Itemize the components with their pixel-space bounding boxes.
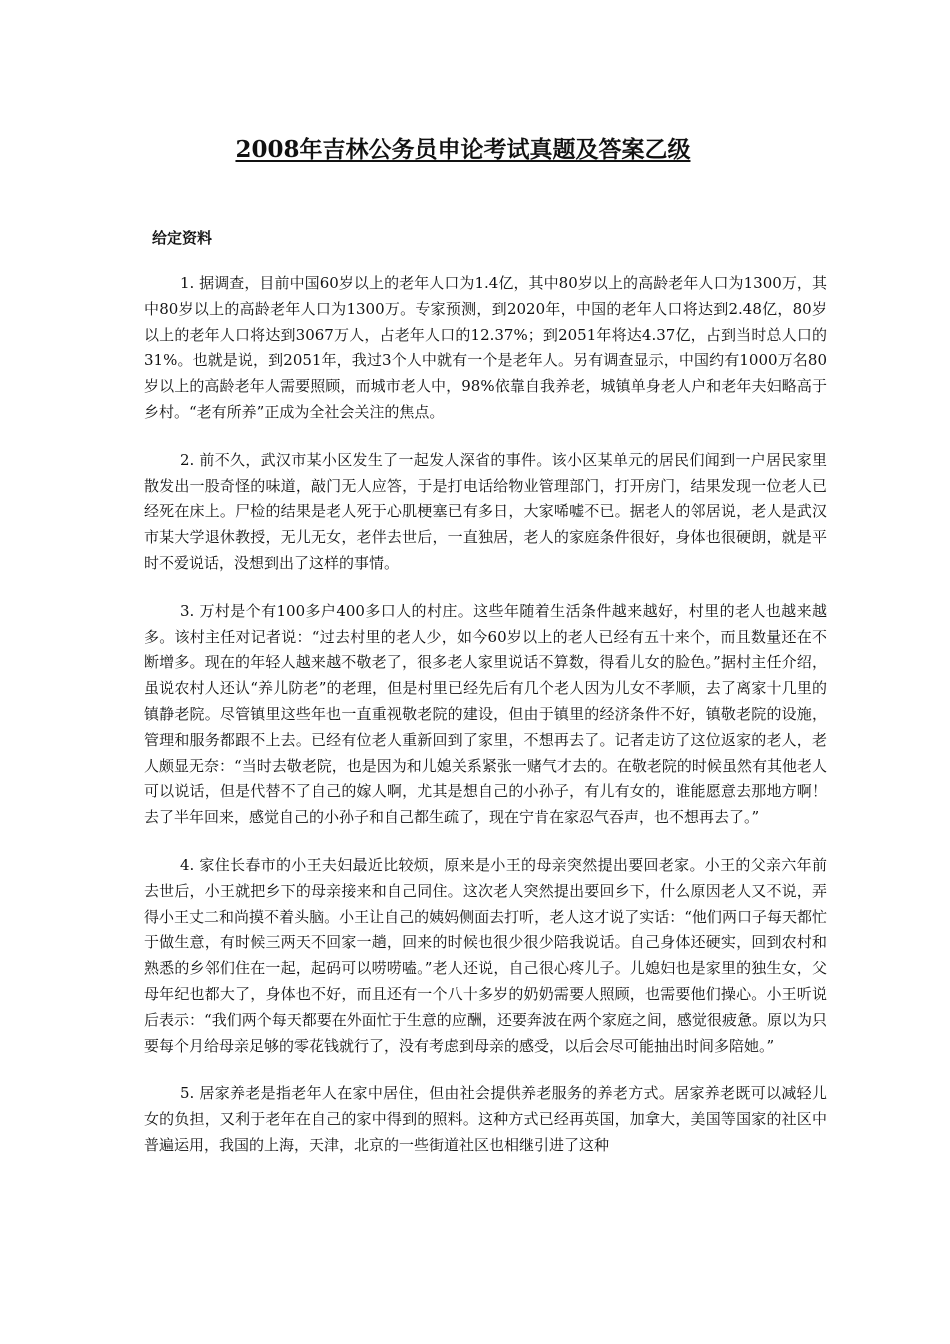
- section-label: 给定资料: [152, 229, 213, 247]
- paragraph-1: 1. 据调查，目前中国60岁以上的老年人口为1.4亿，其中80岁以上的高龄老年人口为1300万，其中80岁以上的高龄老年人口为1300万。专家预测，到2020年，中国的老年人口将达到2.48亿，80岁以上的老年人口将达到3067万人，占老年人口的12.37%；到2051年将达4.37亿，占到当时总人口的31%。也就是说，到2051年，我过3个人中就有一个是老年人。另有调查显示，中国约有1000万名80岁以上的高龄老年人需要照顾，而城市老人中，98%依靠自我养老，城镇单身老人户和老年夫妇略高于乡村。“老有所养”正成为全社会关注的焦点。: [144, 274, 827, 421]
- document-title-text: 2008年吉林公务员申论考试真题及答案乙级: [235, 136, 691, 163]
- paragraph-4: 4. 家住长春市的小王夫妇最近比较烦，原来是小王的母亲突然提出要回老家。小王的父亲六年前去世后，小王就把乡下的母亲接来和自己同住。这次老人突然提出要回乡下，什么原因老人又不说，弄得小王丈二和尚摸不着头脑。小王让自己的姨妈侧面去打听，老人这才说了实话：“他们两口子每天都忙于做生意，有时候三两天不回家一趟，回来的时候也很少很少陪我说话。自己身体还硬实，回到农村和熟悉的乡邻们住在一起，起码可以唠唠嗑。”老人还说，自己很心疼儿子。儿媳妇也是家里的独生女，父母年纪也都大了，身体也不好，而且还有一个八十多岁的奶奶需要人照顾，也需要他们操心。小王听说后表示：“我们两个每天都要在外面忙于生意的应酬，还要奔波在两个家庭之间，感觉很疲惫。原以为只要每个月给母亲足够的零花钱就行了，没有考虑到母亲的感受，以后会尽可能抽出时间多陪她。”: [144, 855, 827, 1055]
- paragraph-5: 5. 居家养老是指老年人在家中居住，但由社会提供养老服务的养老方式。居家养老既可以减轻儿女的负担，又利于老年在自己的家中得到的照料。这种方式已经再英国，加拿大，美国等国家的社区中普遍运用，我国的上海，天津，北京的一些街道社区也相继引进了这种: [144, 1084, 827, 1154]
- document-body: [144, 271, 827, 1181]
- paragraph-2: 2. 前不久，武汉市某小区发生了一起发人深省的事件。该小区某单元的居民们闻到一户居民家里散发出一股奇怪的味道，敲门无人应答，于是打电话给物业管理部门，打开房门，结果发现一位老人已经死在床上。尸检的结果是老人死于心肌梗塞已有多日，大家唏嘘不已。据老人的邻居说，老人是武汉市某大学退休教授，无儿无女，老伴去世后，一直独居，老人的家庭条件很好，身体也很硬朗，就是平时不爱说话，没想到出了这样的事情。: [144, 450, 827, 572]
- paragraph-3: 3. 万村是个有100多户400多口人的村庄。这些年随着生活条件越来越好，村里的老人也越来越多。该村主任对记者说：“过去村里的老人少，如今60岁以上的老人已经有五十来个，而且数量还在不断增多。现在的年轻人越来越不敬老了，很多老人家里说话不算数，得看儿女的脸色。”据村主任介绍，虽说农村人还认“养儿防老”的老理，但是村里已经先后有几个老人因为儿女不孝顺，去了离家十几里的镇静老院。尽管镇里这些年也一直重视敬老院的建设，但由于镇里的经济条件不好，镇敬老院的设施，管理和服务都跟不上去。已经有位老人重新回到了家里，不想再去了。记者走访了这位返家的老人，老人颇显无奈：“当时去敬老院，也是因为和儿媳关系紧张一赌气才去的。在敬老院的时候虽然有其他老人可以说话，但是代替不了自己的嫁人啊，尤其是想自己的小孙子，有儿有女的，谁能愿意去那地方啊！去了半年回来，感觉自己的小孙子和自己都生疏了，现在宁肯在家忍气吞声，也不想再去了。”: [144, 601, 827, 827]
- document-title: [0, 133, 950, 167]
